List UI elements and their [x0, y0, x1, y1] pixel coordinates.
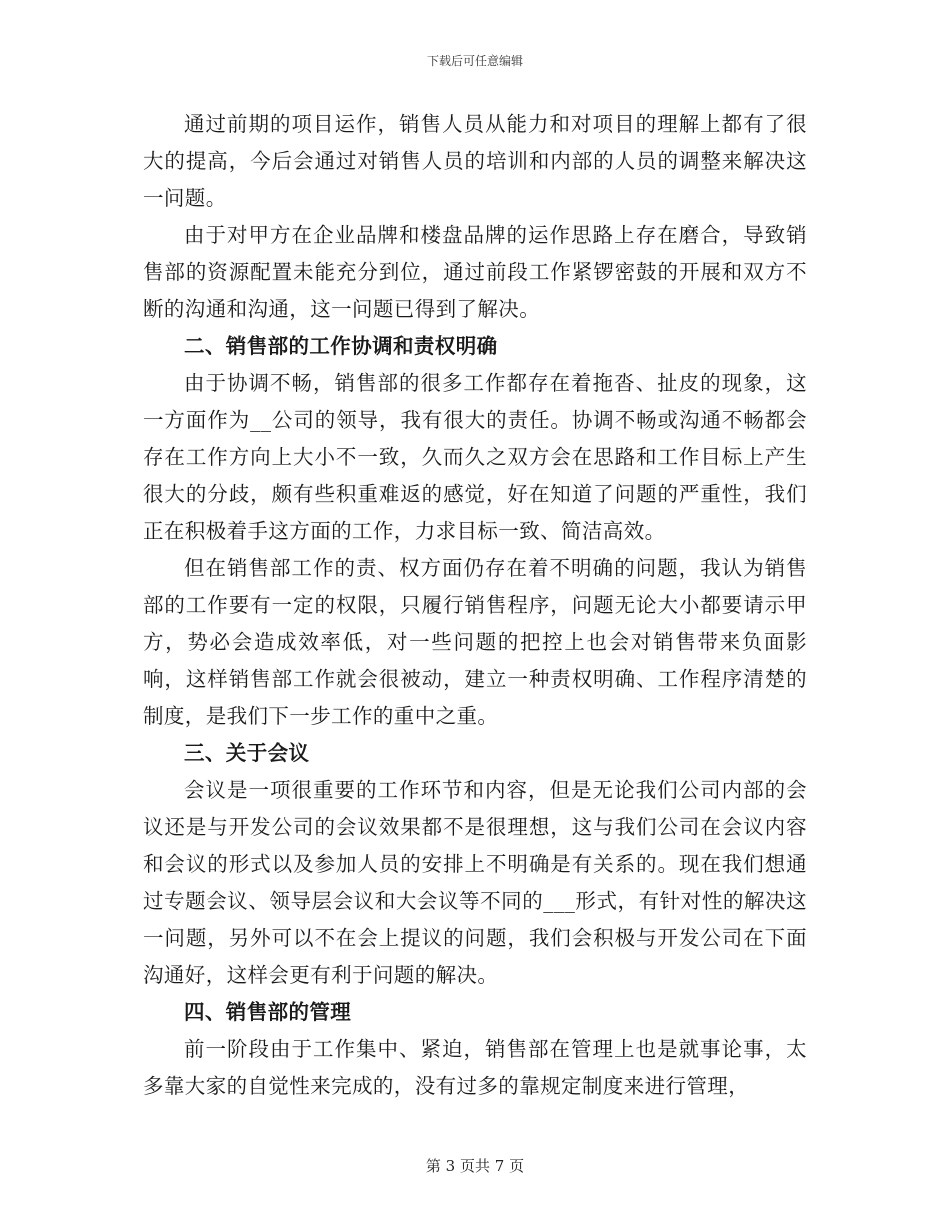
section-heading: 三、关于会议	[184, 741, 310, 765]
paragraph: 前一阶段由于工作集中、紧迫，销售部在管理上也是就事论事，太多靠大家的自觉性来完成的，没有过多的靠规定制度来进行管理，	[143, 1037, 807, 1098]
document-body	[143, 106, 807, 1105]
paragraph: 会议是一项很重要的工作环节和内容，但是无论我们公司内部的会议还是与开发公司的会议效果都不是很理想，这与我们公司在会议内容和会议的形式以及参加人员的安排上不明确是有关系的。现在我们想通过专题会议、领导层会议和大会议等不同的___形式，有针对性的解决这一问题，另外可以不在会上提议的问题，我们会积极与开发公司在下面沟通好，这样会更有利于问题的解决。	[143, 778, 807, 987]
section-heading: 四、销售部的管理	[184, 1000, 352, 1024]
page-header: 下载后可任意编辑	[426, 54, 523, 68]
paragraph: 由于对甲方在企业品牌和楼盘品牌的运作思路上存在磨合，导致销售部的资源配置未能充分到位，通过前段工作紧锣密鼓的开展和双方不断的沟通和沟通，这一问题已得到了解决。	[143, 223, 807, 321]
paragraph: 由于协调不畅，销售部的很多工作都存在着拖沓、扯皮的现象，这一方面作为__公司的领导，我有很大的责任。协调不畅或沟通不畅都会存在工作方向上大小不一致，久而久之双方会在思路和工作目标上产生很大的分歧，颇有些积重难返的感觉，好在知道了问题的严重性，我们正在积极着手这方面的工作，力求目标一致、简洁高效。	[143, 371, 807, 543]
section-heading: 二、销售部的工作协调和责权明确	[184, 334, 498, 358]
page-footer: 第 3 页共 7 页	[425, 1157, 525, 1175]
paragraph: 通过前期的项目运作，销售人员从能力和对项目的理解上都有了很大的提高，今后会通过对销售人员的培训和内部的人员的调整来解决这一问题。	[143, 112, 807, 210]
paragraph: 但在销售部工作的责、权方面仍存在着不明确的问题，我认为销售部的工作要有一定的权限，只履行销售程序，问题无论大小都要请示甲方，势必会造成效率低，对一些问题的把控上也会对销售带来负面影响，这样销售部工作就会很被动，建立一种责权明确、工作程序清楚的制度，是我们下一步工作的重中之重。	[143, 556, 807, 728]
